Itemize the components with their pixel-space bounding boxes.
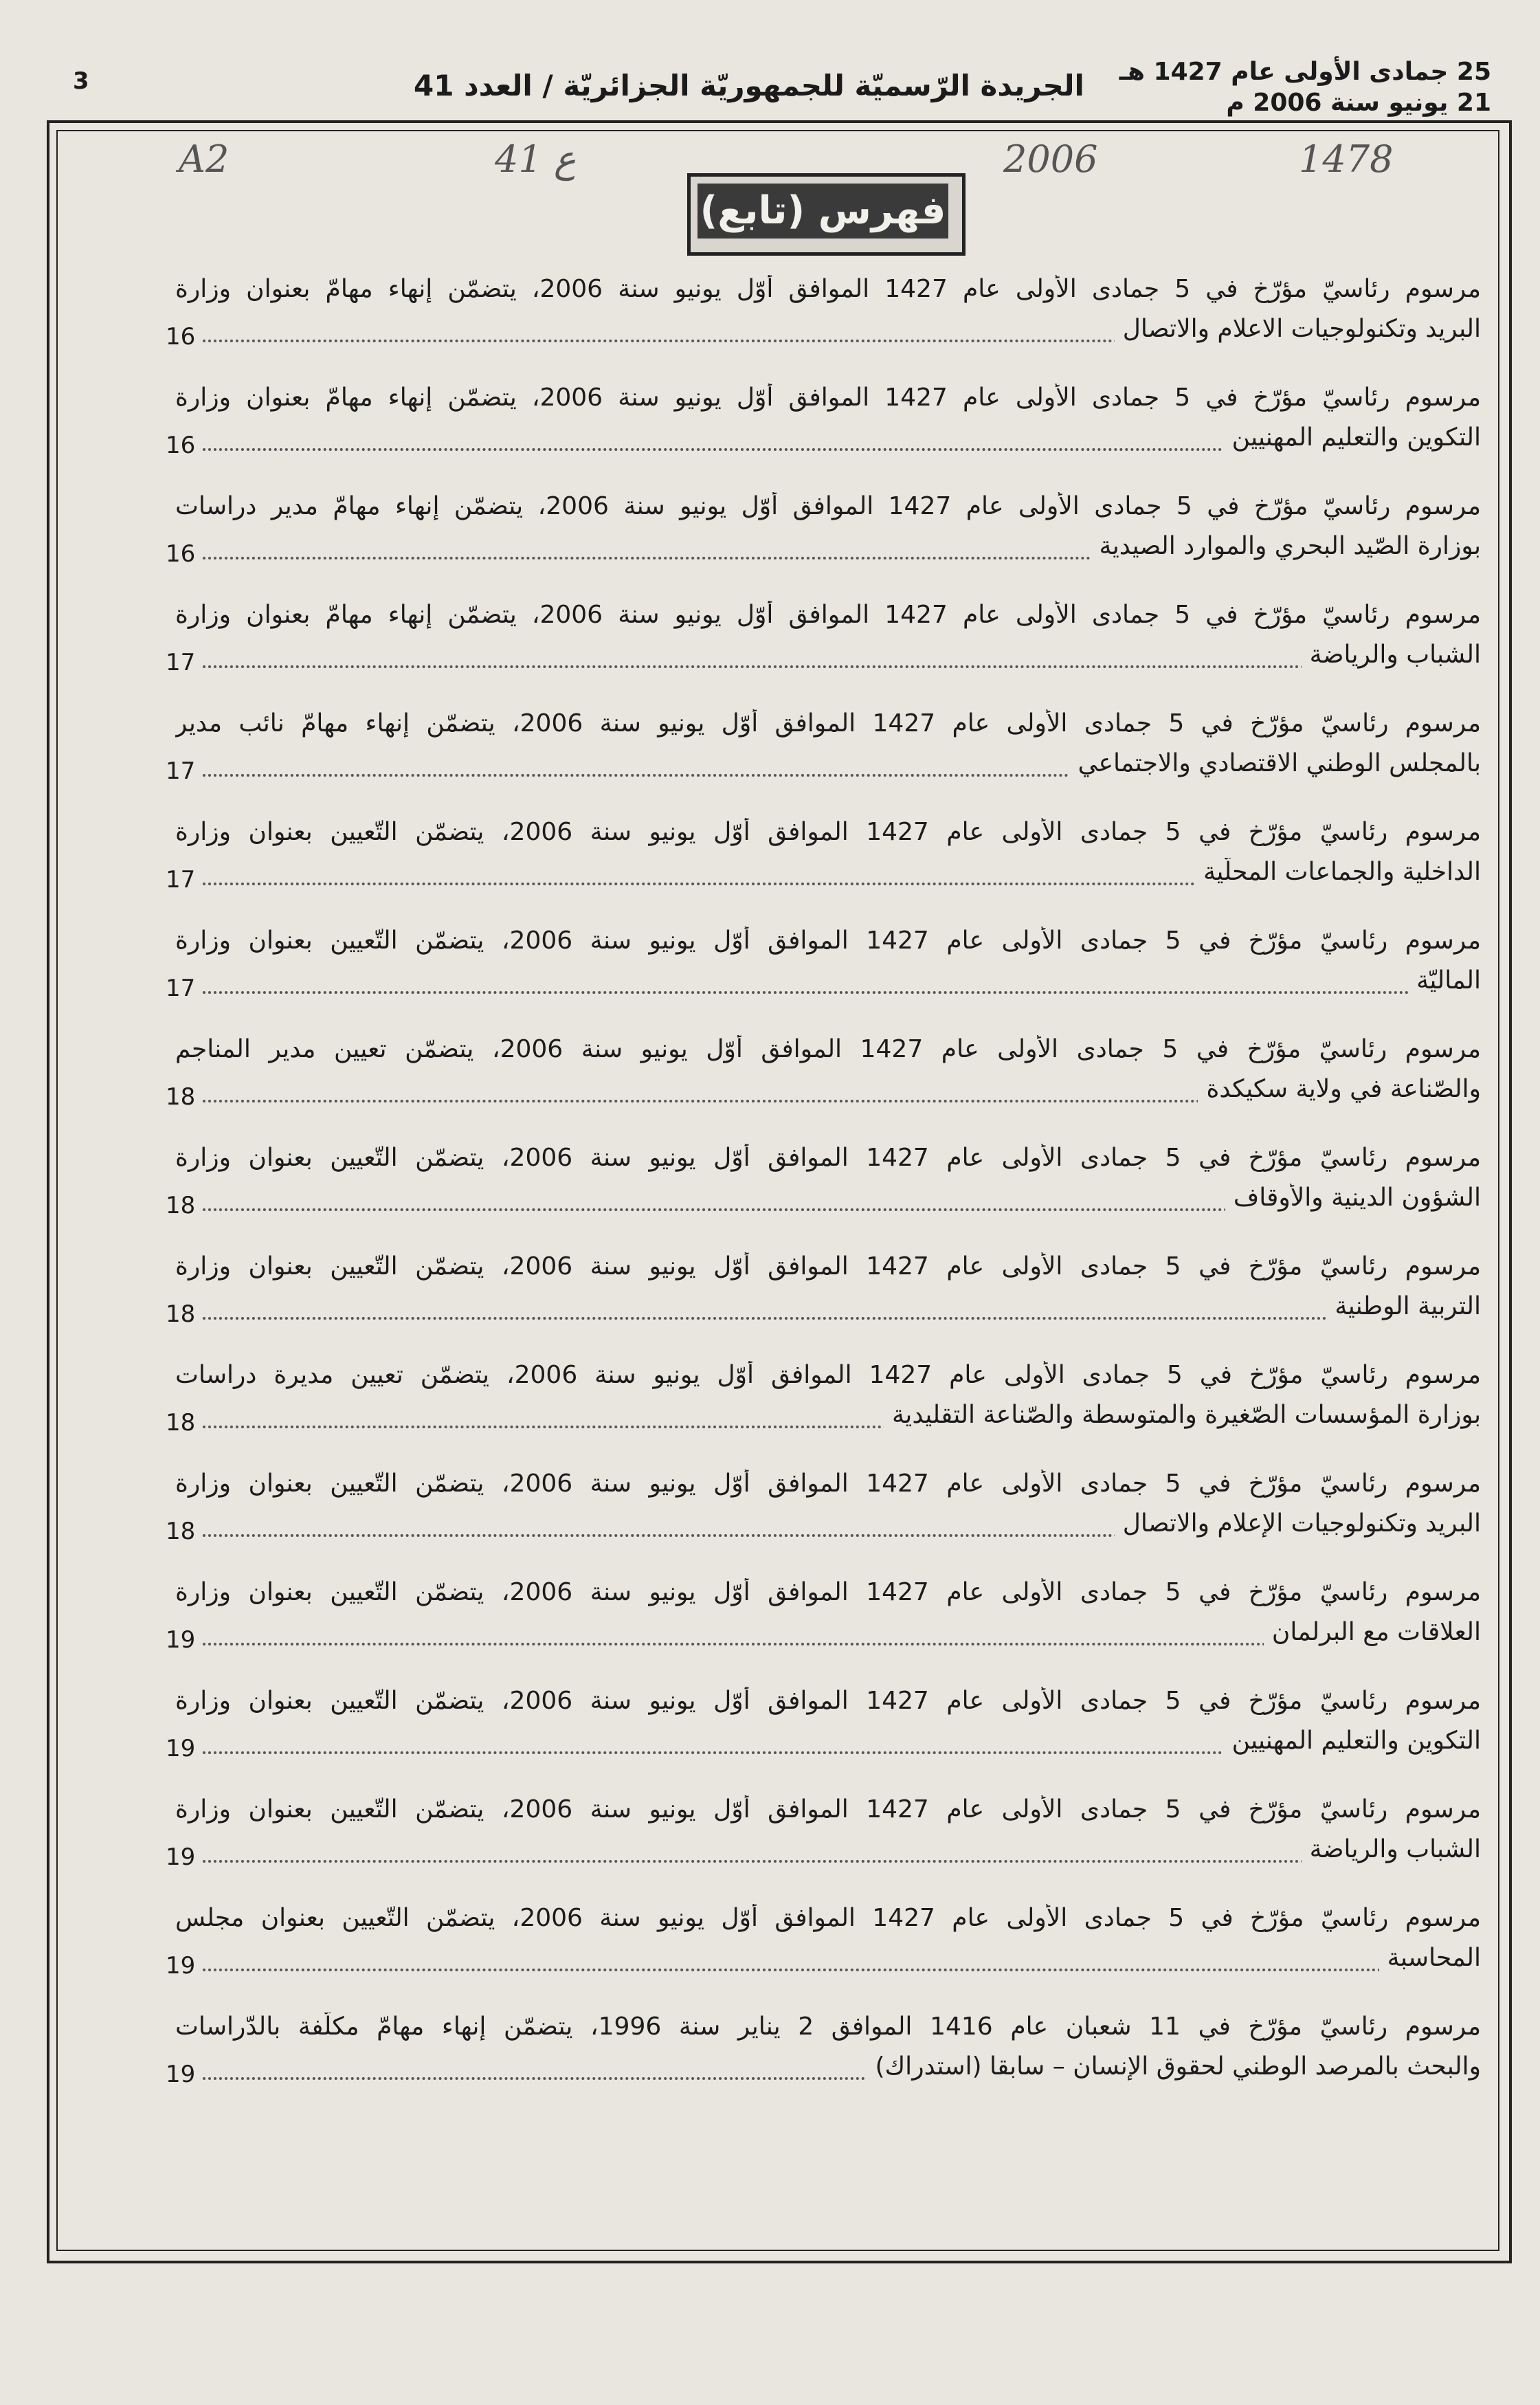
entry-text-line-2 (175, 1944, 1481, 1972)
entry-text-line-1: مرسوم رئاسيّ مؤرّخ في 5 جمادى الأولى عام 1427 الموافق أوّل يونيو سنة 2006، يتضمّن التّعيين بعنوان مجلس (175, 1904, 1481, 1932)
index-entry (166, 1470, 1481, 1578)
index-entry (166, 384, 1481, 492)
entry-subject: البريد وتكنولوجيات الاعلام والاتصال (1115, 315, 1481, 343)
entry-text-line-1: مرسوم رئاسيّ مؤرّخ في 5 جمادى الأولى عام 1427 الموافق أوّل يونيو سنة 2006، يتضمّن إنهاء مهامّ بعنوان وزارة (175, 601, 1481, 629)
entry-text-line-1: مرسوم رئاسيّ مؤرّخ في 5 جمادى الأولى عام 1427 الموافق أوّل يونيو سنة 2006، يتضمّن التّعيين بعنوان وزارة (175, 1144, 1481, 1172)
entry-page-number: 19 (166, 2061, 196, 2088)
entry-subject: العلاقات مع البرلمان (1264, 1618, 1481, 1646)
issue-date (1119, 56, 1491, 118)
entry-text-line-2 (175, 749, 1481, 777)
entry-text-line-2 (175, 532, 1481, 560)
entry-subject: الشباب والرياضة (1302, 641, 1481, 669)
entry-text-line-1: مرسوم رئاسيّ مؤرّخ في 5 جمادى الأولى عام 1427 الموافق أوّل يونيو سنة 2006، يتضمّن التّعيين بعنوان وزارة (175, 1252, 1481, 1281)
index-title-box (687, 173, 966, 256)
hijri-date: 25 جمادى الأولى عام 1427 هـ (1119, 58, 1491, 86)
entry-text-line-2 (175, 2052, 1481, 2081)
entry-text-line-1: مرسوم رئاسيّ مؤرّخ في 5 جمادى الأولى عام 1427 الموافق أوّل يونيو سنة 2006، يتضمّن التّعيين بعنوان وزارة (175, 818, 1481, 846)
entry-text-line-2 (175, 1184, 1481, 1212)
entry-subject: بوزارة المؤسسات الصّغيرة والمتوسطة والصّناعة التقليدية (884, 1401, 1481, 1429)
index-entry (166, 1252, 1481, 1361)
entry-subject: التكوين والتعليم المهنيين (1224, 1727, 1481, 1755)
handwritten-mark: 1478 (1299, 137, 1394, 181)
handwritten-mark: ع 41 (495, 137, 577, 181)
index-entry (166, 1687, 1481, 1795)
entry-text-line-1: مرسوم رئاسيّ مؤرّخ في 5 جمادى الأولى عام 1427 الموافق أوّل يونيو سنة 2006، يتضمّن تعيين مدير المناجم (175, 1035, 1481, 1063)
entry-subject: البريد وتكنولوجيات الإعلام والاتصال (1115, 1509, 1481, 1538)
entry-text-line-1: مرسوم رئاسيّ مؤرّخ في 11 شعبان عام 1416 الموافق 2 يناير سنة 1996، يتضمّن إنهاء مهامّ مكلّفة بالدّراسات (175, 2013, 1481, 2041)
entry-text-line-2 (175, 641, 1481, 669)
index-title: فهرس (تابع) (698, 184, 948, 239)
index-entry (166, 927, 1481, 1035)
entry-page-number: 18 (166, 1409, 196, 1437)
index-entry (166, 492, 1481, 601)
dot-leader (203, 1969, 1481, 1971)
entry-text-line-2 (175, 423, 1481, 452)
entry-text-line-1: مرسوم رئاسيّ مؤرّخ في 5 جمادى الأولى عام 1427 الموافق أوّل يونيو سنة 2006، يتضمّن التّعيين بعنوان وزارة (175, 1795, 1481, 1824)
dot-leader (203, 665, 1481, 668)
page-header (27, 21, 1512, 117)
entry-text-line-2 (175, 1401, 1481, 1429)
entry-page-number: 17 (166, 649, 196, 676)
index-entry (166, 709, 1481, 818)
index-entry (166, 1361, 1481, 1470)
entry-page-number: 17 (166, 757, 196, 785)
dot-leader (203, 1860, 1481, 1863)
entry-text-line-1: مرسوم رئاسيّ مؤرّخ في 5 جمادى الأولى عام 1427 الموافق أوّل يونيو سنة 2006، يتضمّن إنهاء مهامّ نائب مدير (175, 709, 1481, 738)
entry-subject: الداخلية والجماعات المحلّية (1195, 858, 1481, 886)
index-entries (166, 275, 1481, 2121)
entry-text-line-1: مرسوم رئاسيّ مؤرّخ في 5 جمادى الأولى عام 1427 الموافق أوّل يونيو سنة 2006، يتضمّن التّعيين بعنوان وزارة (175, 1578, 1481, 1606)
entry-text-line-2 (175, 858, 1481, 886)
entry-text-line-1: مرسوم رئاسيّ مؤرّخ في 5 جمادى الأولى عام 1427 الموافق أوّل يونيو سنة 2006، يتضمّن تعيين مديرة دراسات (175, 1361, 1481, 1389)
handwritten-mark: A2 (179, 137, 230, 181)
entry-page-number: 19 (166, 1843, 196, 1871)
entry-page-number: 19 (166, 1952, 196, 1980)
entry-page-number: 16 (166, 432, 196, 459)
index-entry (166, 275, 1481, 384)
entry-text-line-2 (175, 1075, 1481, 1103)
entry-text-line-1: مرسوم رئاسيّ مؤرّخ في 5 جمادى الأولى عام 1427 الموافق أوّل يونيو سنة 2006، يتضمّن إنهاء مهامّ مدير دراسات (175, 492, 1481, 520)
entry-page-number: 16 (166, 540, 196, 568)
index-entry (166, 818, 1481, 927)
entry-text-line-2 (175, 966, 1481, 995)
handwritten-mark: 2006 (1003, 137, 1098, 181)
entry-subject: التكوين والتعليم المهنيين (1224, 423, 1481, 452)
entry-page-number: 17 (166, 866, 196, 894)
entry-page-number: 19 (166, 1626, 196, 1654)
entry-text-line-2 (175, 1509, 1481, 1538)
page-number: 3 (73, 67, 89, 95)
entry-text-line-1: مرسوم رئاسيّ مؤرّخ في 5 جمادى الأولى عام 1427 الموافق أوّل يونيو سنة 2006، يتضمّن التّعيين بعنوان وزارة (175, 1687, 1481, 1715)
entry-text-line-2 (175, 1835, 1481, 1863)
entry-subject: والصّناعة في ولاية سكيكدة (1198, 1075, 1481, 1103)
entry-text-line-1: مرسوم رئاسيّ مؤرّخ في 5 جمادى الأولى عام 1427 الموافق أوّل يونيو سنة 2006، يتضمّن إنهاء مهامّ بعنوان وزارة (175, 275, 1481, 303)
entry-text-line-2 (175, 1727, 1481, 1755)
entry-text-line-1: مرسوم رئاسيّ مؤرّخ في 5 جمادى الأولى عام 1427 الموافق أوّل يونيو سنة 2006، يتضمّن إنهاء مهامّ بعنوان وزارة (175, 384, 1481, 412)
entry-text-line-1: مرسوم رئاسيّ مؤرّخ في 5 جمادى الأولى عام 1427 الموافق أوّل يونيو سنة 2006، يتضمّن التّعيين بعنوان وزارة (175, 1470, 1481, 1498)
entry-subject: التربية الوطنية (1326, 1292, 1481, 1320)
entry-page-number: 19 (166, 1735, 196, 1762)
index-entry (166, 1144, 1481, 1252)
entry-text-line-2 (175, 315, 1481, 343)
journal-title: الجريدة الرّسميّة للجمهوريّة الجزائريّة / العدد 41 (414, 69, 1084, 102)
index-entry (166, 1578, 1481, 1687)
index-entry (166, 1035, 1481, 1144)
entry-text-line-2 (175, 1618, 1481, 1646)
index-entry (166, 601, 1481, 709)
entry-text-line-2 (175, 1292, 1481, 1320)
gregorian-date: 21 يونيو سنة 2006 م (1226, 89, 1491, 117)
entry-page-number: 16 (166, 323, 196, 351)
entry-text-line-1: مرسوم رئاسيّ مؤرّخ في 5 جمادى الأولى عام 1427 الموافق أوّل يونيو سنة 2006، يتضمّن التّعيين بعنوان وزارة (175, 927, 1481, 955)
index-entry (166, 1795, 1481, 1904)
entry-page-number: 17 (166, 975, 196, 1002)
entry-subject: بالمجلس الوطني الاقتصادي والاجتماعي (1069, 749, 1481, 777)
entry-page-number: 18 (166, 1300, 196, 1328)
entry-subject: الشباب والرياضة (1302, 1835, 1481, 1863)
entry-subject: الشؤون الدينية والأوقاف (1225, 1184, 1481, 1212)
dot-leader (203, 1317, 1481, 1320)
entry-subject: الماليّة (1408, 966, 1481, 995)
entry-subject: والبحث بالمرصد الوطني لحقوق الإنسان – سابقا (استدراك) (867, 2052, 1481, 2081)
entry-subject: بوزارة الصّيد البحري والموارد الصيدية (1091, 532, 1481, 560)
index-entry (166, 1904, 1481, 2013)
entry-subject: المحاسبة (1379, 1944, 1481, 1972)
dot-leader (203, 991, 1481, 994)
entry-page-number: 18 (166, 1518, 196, 1545)
entry-page-number: 18 (166, 1192, 196, 1219)
entry-page-number: 18 (166, 1083, 196, 1111)
index-entry (166, 2013, 1481, 2121)
